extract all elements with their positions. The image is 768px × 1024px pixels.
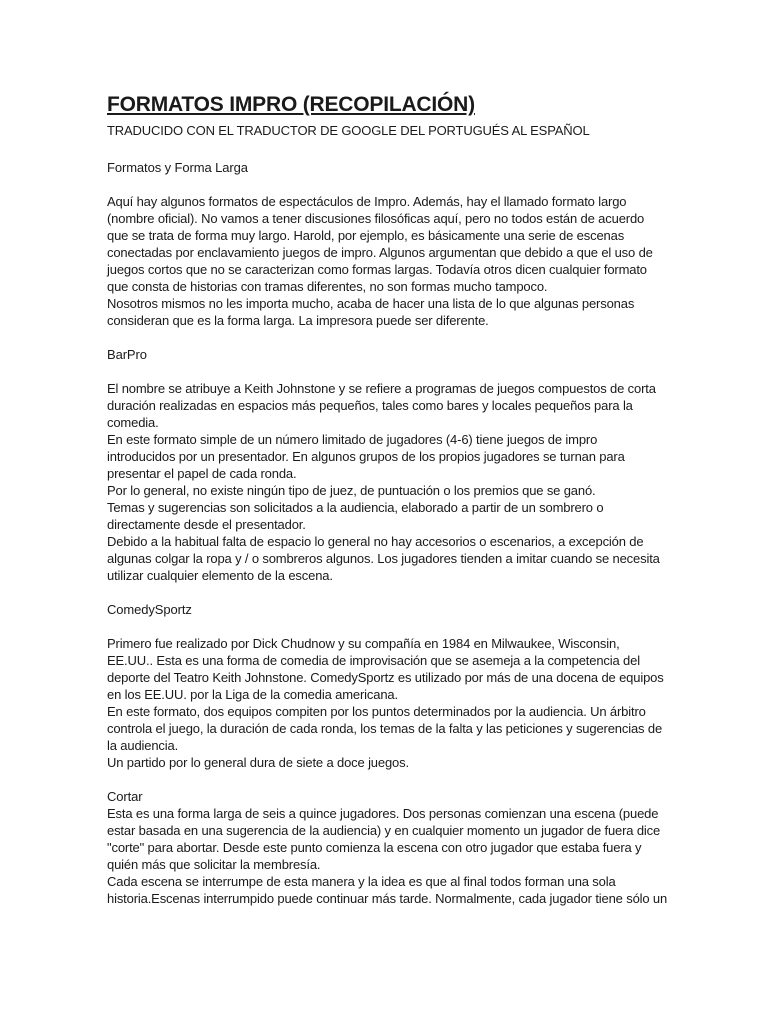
text-line: controla el juego, la duración de cada ronda, los temas de la falta y las peticiones y sugerencias de bbox=[107, 721, 663, 736]
text-line: conectadas por enclavamiento juegos de impro. Algunos argumentan que debido a que el uso de bbox=[107, 245, 653, 260]
section-heading: BarPro bbox=[107, 347, 147, 362]
text-line: Por lo general, no existe ningún tipo de juez, de puntuación o los premios que se ganó. bbox=[107, 483, 596, 498]
text-line: Nosotros mismos no les importa mucho, acaba de hacer una lista de lo que algunas personas bbox=[107, 296, 635, 311]
section-body bbox=[107, 805, 667, 907]
text-line: Debido a la habitual falta de espacio lo general no hay accesorios o escenarios, a excepción de bbox=[107, 534, 644, 549]
text-line: algunas colgar la ropa y / o sombreros algunos. Los jugadores tienden a imitar cuando se necesita bbox=[107, 551, 660, 566]
text-line: que consta de historias con tramas diferentes, no son formas mucho tampoco. bbox=[107, 279, 548, 294]
text-line: EE.UU.. Esta es una forma de comedia de improvisación que se asemeja a la competencia del bbox=[107, 653, 640, 668]
section-heading: Formatos y Forma Larga bbox=[107, 160, 248, 175]
text-line: que se trata de forma muy largo. Harold, por ejemplo, es básicamente una serie de escenas bbox=[107, 228, 625, 243]
text-line: quién más que solicitar la membresía. bbox=[107, 857, 321, 872]
text-line: En este formato simple de un número limitado de jugadores (4-6) tiene juegos de impro bbox=[107, 432, 598, 447]
text-line: la audiencia. bbox=[107, 738, 179, 753]
text-line: Aquí hay algunos formatos de espectáculos de Impro. Además, hay el llamado formato largo bbox=[107, 194, 627, 209]
document-title: FORMATOS IMPRO (RECOPILACIÓN) bbox=[107, 93, 475, 116]
document-subtitle: TRADUCIDO CON EL TRADUCTOR DE GOOGLE DEL PORTUGUÉS AL ESPAÑOL bbox=[107, 123, 590, 138]
text-line: presentar el papel de cada ronda. bbox=[107, 466, 297, 481]
text-line: El nombre se atribuye a Keith Johnstone y se refiere a programas de juegos compuestos de corta bbox=[107, 381, 656, 396]
text-line: Primero fue realizado por Dick Chudnow y su compañía en 1984 en Milwaukee, Wisconsin, bbox=[107, 636, 620, 651]
text-line: introducidos por un presentador. En algunos grupos de los propios jugadores se turnan para bbox=[107, 449, 625, 464]
text-line: En este formato, dos equipos compiten por los puntos determinados por la audiencia. Un árbitro bbox=[107, 704, 646, 719]
section-body bbox=[107, 380, 667, 584]
text-line: en los EE.UU. por la Liga de la comedia americana. bbox=[107, 687, 398, 702]
text-line: Temas y sugerencias son solicitados a la audiencia, elaborado a partir de un sombrero o bbox=[107, 500, 604, 515]
section-barpro bbox=[107, 346, 667, 584]
text-line: directamente desde el presentador. bbox=[107, 517, 306, 532]
text-line: consideran que es la forma larga. La impresora puede ser diferente. bbox=[107, 313, 489, 328]
document-page bbox=[107, 92, 667, 907]
section-comedysportz bbox=[107, 601, 667, 771]
text-line: Esta es una forma larga de seis a quince jugadores. Dos personas comienzan una escena (puede bbox=[107, 806, 659, 821]
text-line: estar basada en una sugerencia de la audiencia) y en cualquier momento un jugador de fuera dice bbox=[107, 823, 661, 838]
text-line: duración realizadas en espacios más pequeños, tales como bares y locales pequeños para la bbox=[107, 398, 633, 413]
section-heading: Cortar bbox=[107, 789, 143, 804]
text-line: "corte" para abortar. Desde este punto comienza la escena con otro jugador que estaba fuera y bbox=[107, 840, 642, 855]
text-line: Un partido por lo general dura de siete a doce juegos. bbox=[107, 755, 409, 770]
text-line: utilizar cualquier elemento de la escena. bbox=[107, 568, 333, 583]
section-body bbox=[107, 635, 667, 771]
text-line: (nombre oficial). No vamos a tener discusiones filosóficas aquí, pero no todos están de acuerdo bbox=[107, 211, 645, 226]
text-line: Cada escena se interrumpe de esta manera y la idea es que al final todos forman una sola bbox=[107, 874, 616, 889]
text-line: deporte del Teatro Keith Johnstone. ComedySportz es utilizado por más de una docena de equipos bbox=[107, 670, 664, 685]
text-line: juegos cortos que no se caracterizan como formas largas. Todavía otros dicen cualquier formato bbox=[107, 262, 647, 277]
section-heading: ComedySportz bbox=[107, 602, 192, 617]
section-body bbox=[107, 193, 667, 329]
section-cortar bbox=[107, 788, 667, 907]
text-line: comedia. bbox=[107, 415, 159, 430]
section-formatos bbox=[107, 159, 667, 329]
text-line: historia.Escenas interrumpido puede continuar más tarde. Normalmente, cada jugador tiene sólo un bbox=[107, 891, 668, 906]
